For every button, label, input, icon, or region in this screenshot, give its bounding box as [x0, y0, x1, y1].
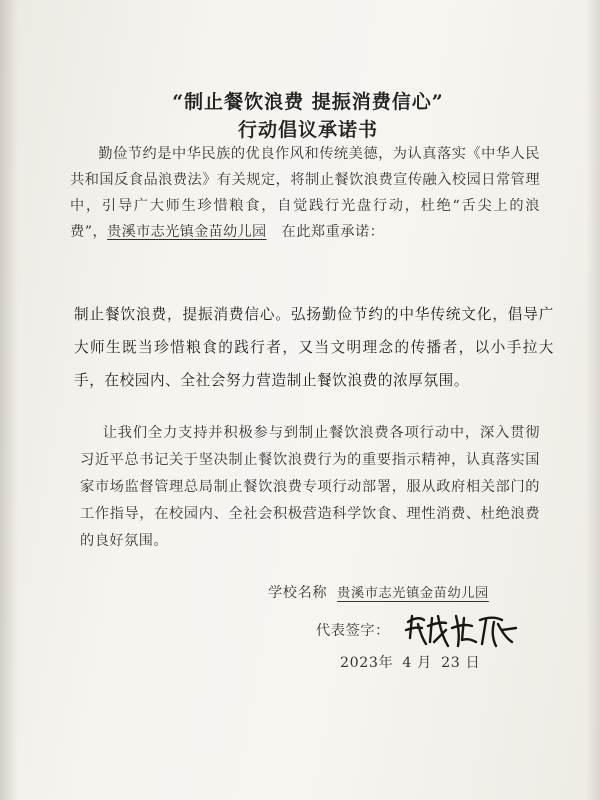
document-title: “制止餐饮浪费 提振消费信心” [172, 91, 444, 113]
paragraph-call-to-action-text: 让我们全力支持并积极参与到制止餐饮浪费各项行动中，深入贯彻习近平总书记关于坚决制止餐饮浪费行为的重要指示精神，认真落实国家市场监督管理总局制止餐饮浪费专项行动部署，服从政府相关部门的工作指导，在校园内、全社会积极营造科学饮食、理性消费、杜绝浪费的良好氛围。 [80, 425, 540, 549]
paragraph-commitment-text: 制止餐饮浪费，提振消费信心。弘扬勤俭节约的中华传统文化，倡导广大师生既当珍惜粮食的践行者，又当文明理念的传播者，以小手拉大手，在校园内、全社会努力营造制止餐饮浪费的浓厚氛围。 [74, 306, 554, 389]
school-name-inline: 贵溪市志光镇金苗幼儿园 [107, 224, 267, 240]
date-year: 2023年 [340, 655, 394, 671]
representative-row [316, 620, 390, 640]
date-day: 23 日 [441, 655, 481, 671]
school-name-value: 贵溪市志光镇金苗幼儿园 [337, 586, 489, 601]
handwritten-signature [402, 608, 520, 654]
date-month: 4 月 [402, 655, 432, 671]
school-name-row [268, 582, 489, 602]
date-row [340, 652, 484, 672]
paragraph-call-to-action [80, 420, 540, 555]
paragraph-intro-tail: 在此郑重承诺： [281, 224, 385, 240]
paragraph-intro [70, 141, 540, 245]
paragraph-commitment [74, 298, 554, 397]
school-name-label: 学校名称 [268, 585, 328, 601]
document-subtitle: 行动倡议承诺书 [237, 119, 378, 141]
representative-label: 代表签字： [316, 623, 390, 639]
paragraph-intro-lead: 勤俭节约是中华民族的优良作风和传统美德，为认真落实《中华人民共和国反食品浪费法》有关规定，将制止餐饮浪费宣传融入校园日常管理中，引导广大师生珍惜粮食，自觉践行光盘行动，杜绝“舌尖上的浪费”， [70, 146, 541, 240]
